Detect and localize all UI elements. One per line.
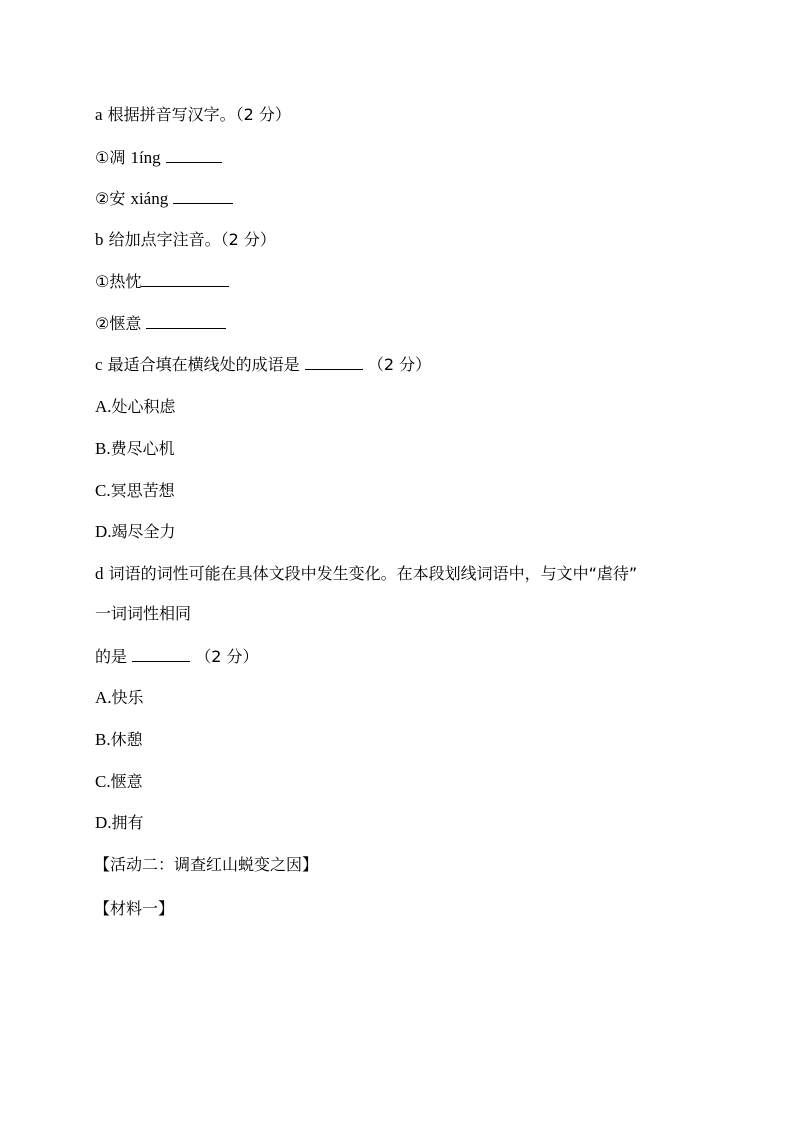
question-d-text-3: 的是 [95,647,128,666]
question-c-option-d[interactable] [95,522,176,542]
option-letter: C. [95,772,111,791]
activity-heading: 【活动二：调查红山蜕变之因】 [94,855,319,874]
option-text: 拥有 [111,813,144,832]
question-d-option-d[interactable] [95,813,144,833]
option-text: 休憩 [110,730,143,749]
option-letter: D. [95,522,112,541]
question-d-prompt-line-2 [95,604,191,624]
question-d-text-2: 一词词性相同 [95,604,192,623]
question-d-option-b[interactable] [95,730,143,750]
material-heading: 【材料一】 [94,899,175,918]
question-c-prompt [95,355,431,375]
option-letter: B. [95,730,111,749]
question-c-option-c[interactable] [95,481,175,501]
question-d-prompt-line-3 [95,647,258,667]
question-b-prompt [95,230,276,250]
question-c-letter: c [95,355,103,374]
question-d-prompt-line-1 [95,564,637,584]
option-letter: A. [95,688,112,707]
item-number: ① [95,148,110,167]
item-chars: 安 [109,189,126,208]
question-a-text: 根据拼音写汉字。 [107,105,236,124]
question-d-text-1: 词语的词性可能在具体文段中发生变化。在本段划线词语中，与文中“虐待” [108,564,638,583]
answer-blank[interactable] [173,189,233,204]
option-letter: D. [95,813,112,832]
question-c-score: （2 分） [367,355,432,374]
option-text: 冥思苦想 [110,481,175,500]
question-d-letter: d [95,564,104,583]
answer-blank[interactable] [141,272,229,287]
answer-blank[interactable] [146,314,226,329]
question-b-item-2 [95,314,226,334]
option-text: 竭尽全力 [111,522,176,541]
question-a-letter: a [95,105,103,124]
answer-blank[interactable] [166,148,222,163]
question-d-option-c[interactable] [95,772,143,792]
item-chars: 热忱 [109,272,142,291]
question-d-score: （2 分） [195,647,259,666]
item-pinyin: xiáng [130,189,169,208]
question-b-score: （2 分） [220,230,276,249]
question-a-prompt [95,105,291,125]
answer-blank[interactable] [132,647,190,662]
item-chars: 凋 [109,148,126,167]
item-chars: 惬意 [109,314,142,333]
option-letter: A. [95,397,112,416]
option-letter: C. [95,481,111,500]
question-a-score: （2 分） [235,105,291,124]
question-b-text: 给加点字注音。 [108,230,221,249]
option-text: 惬意 [110,772,143,791]
item-pinyin: 1íng [130,148,161,167]
question-d-option-a[interactable] [95,688,144,708]
answer-blank[interactable] [305,355,363,370]
question-c-option-b[interactable] [95,439,175,459]
option-text: 处心积虑 [111,397,176,416]
item-number: ① [95,272,110,291]
option-text: 费尽心机 [110,439,175,458]
option-letter: B. [95,439,111,458]
question-c-option-a[interactable] [95,397,176,417]
item-number: ② [95,314,110,333]
question-a-item-2 [95,189,233,209]
question-a-item-1 [95,148,222,168]
option-text: 快乐 [111,688,144,707]
question-b-letter: b [95,230,104,249]
item-number: ② [95,189,110,208]
question-c-text: 最适合填在横线处的成语是 [107,355,300,374]
question-b-item-1 [95,272,229,292]
